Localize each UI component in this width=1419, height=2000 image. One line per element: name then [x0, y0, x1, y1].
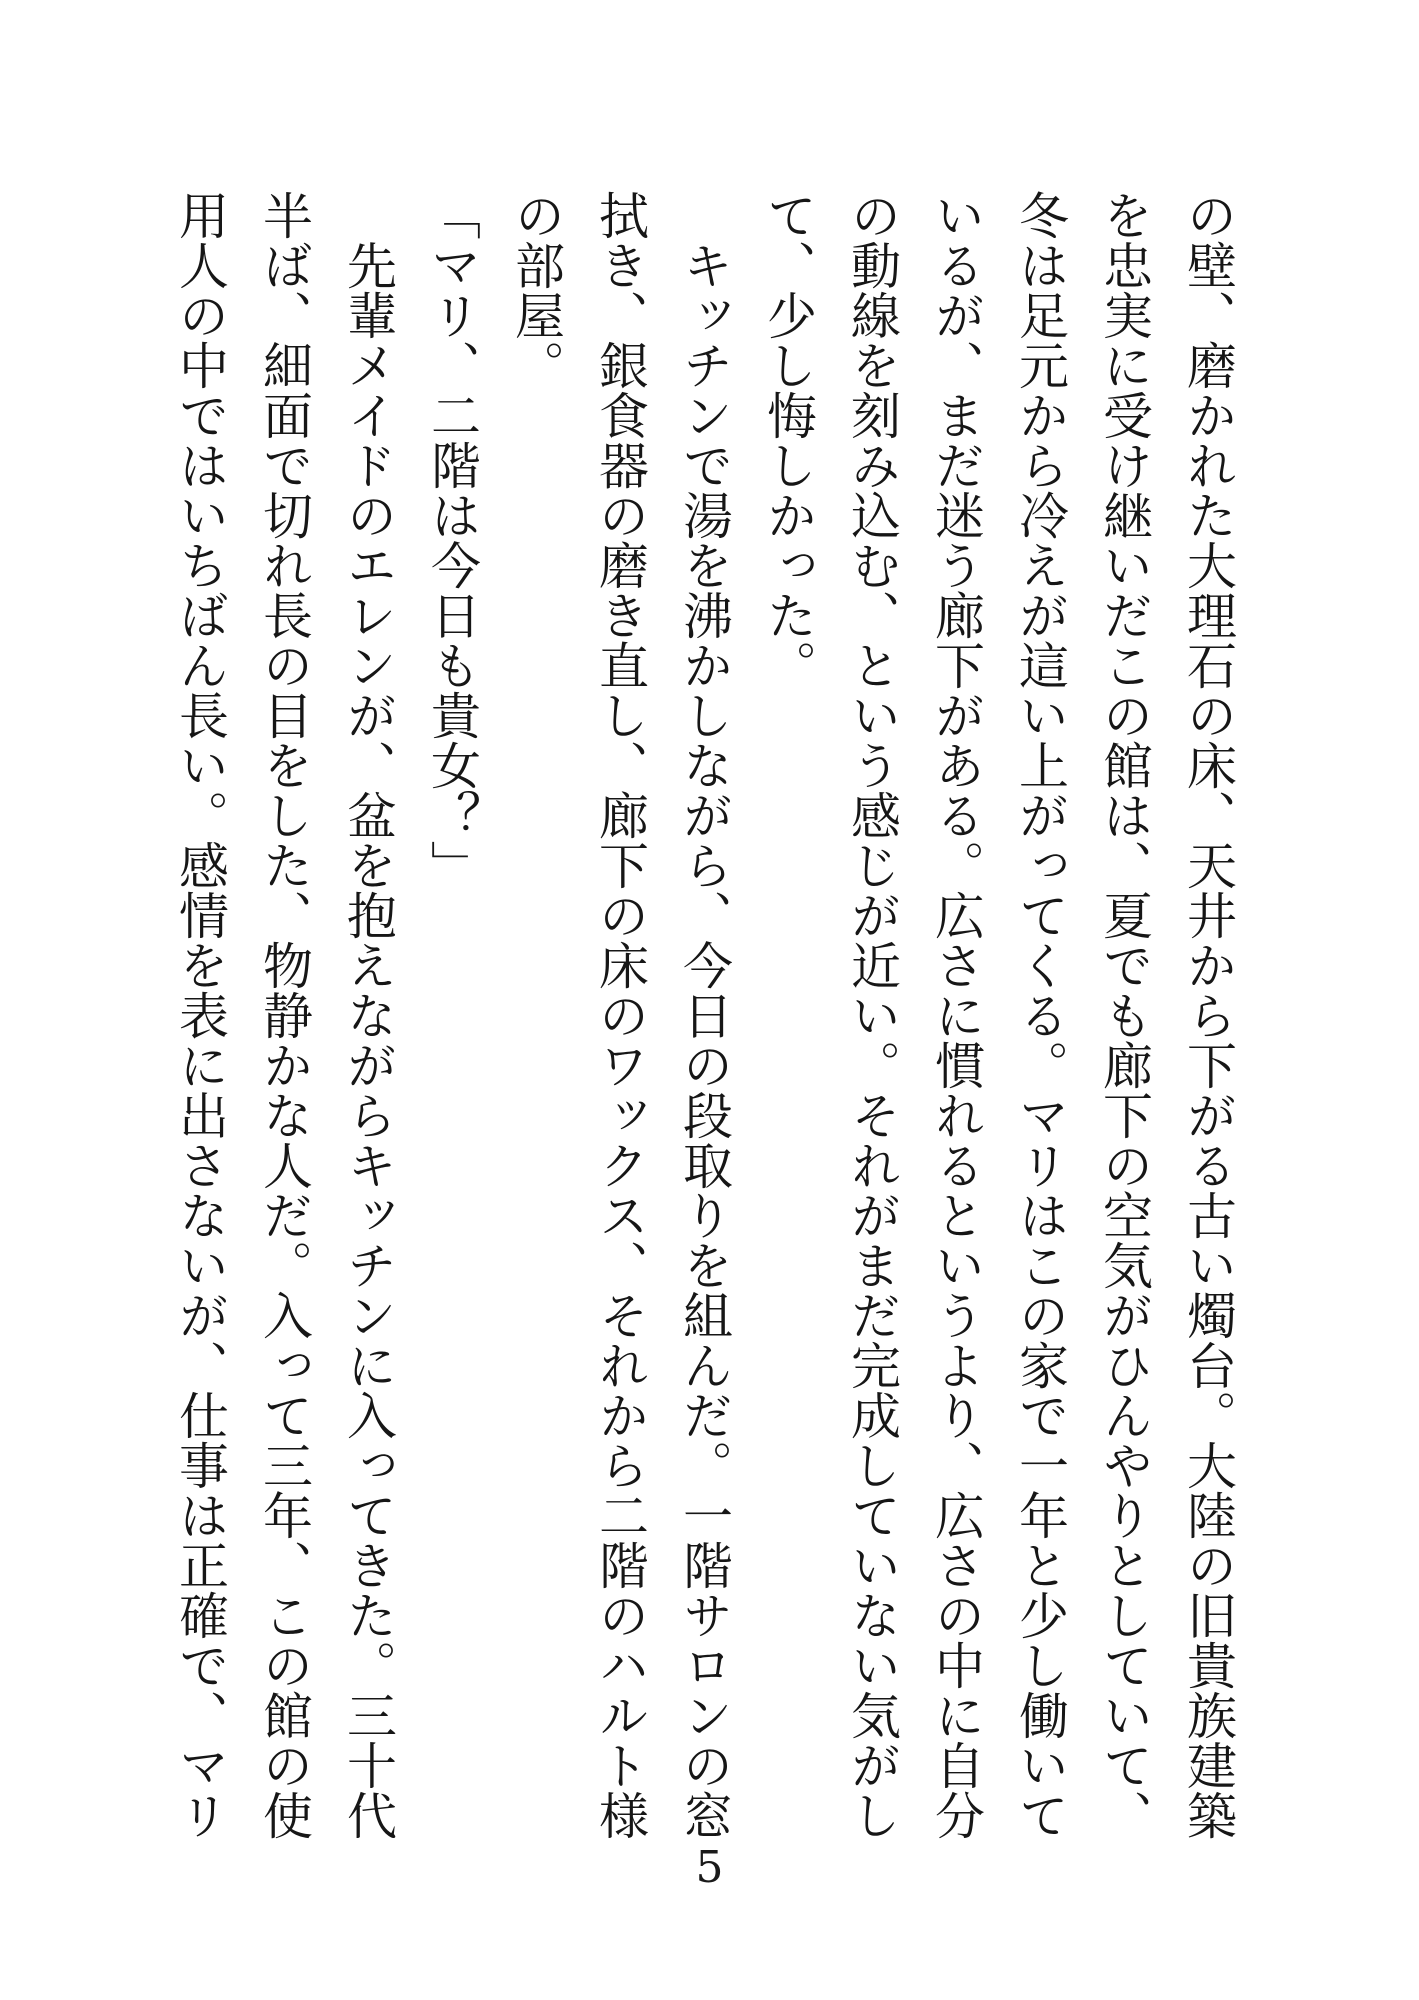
text-line: 半ば、細面で切れ長の目をした、物静かな人だ。入って三年、この館の使 — [255, 190, 313, 1840]
text-line: の壁、磨かれた大理石の床、天井から下がる古い燭台。大陸の旧貴族建築 — [1179, 190, 1237, 1840]
text-line: 「マリ、二階は今日も貴女？」 — [423, 190, 481, 890]
text-line: キッチンで湯を沸かしながら、今日の段取りを組んだ。一階サロンの窓 — [675, 190, 733, 1840]
text-line: 拭き、銀食器の磨き直し、廊下の床のワックス、それから二階のハルト様 — [591, 190, 649, 1840]
text-line: を忠実に受け継いだこの館は、夏でも廊下の空気がひんやりとしていて、 — [1095, 190, 1153, 1840]
text-line: 冬は足元から冷えが這い上がってくる。マリはこの家で一年と少し働いて — [1011, 190, 1069, 1840]
text-line: 用人の中ではいちばん長い。感情を表に出さないが、仕事は正確で、マリ — [171, 190, 229, 1840]
text-line: て、少し悔しかった。 — [759, 190, 817, 690]
text-line: の動線を刻み込む、という感じが近い。それがまだ完成していない気がし — [843, 190, 901, 1840]
vertical-body-text — [171, 190, 1250, 1840]
text-line: 先輩メイドのエレンが、盆を抱えながらキッチンに入ってきた。三十代 — [339, 190, 397, 1840]
text-line: いるが、まだ迷う廊下がある。広さに慣れるというより、広さの中に自分 — [927, 190, 985, 1840]
page-number: 5 — [695, 1842, 724, 1893]
text-line: の部屋。 — [507, 190, 565, 390]
